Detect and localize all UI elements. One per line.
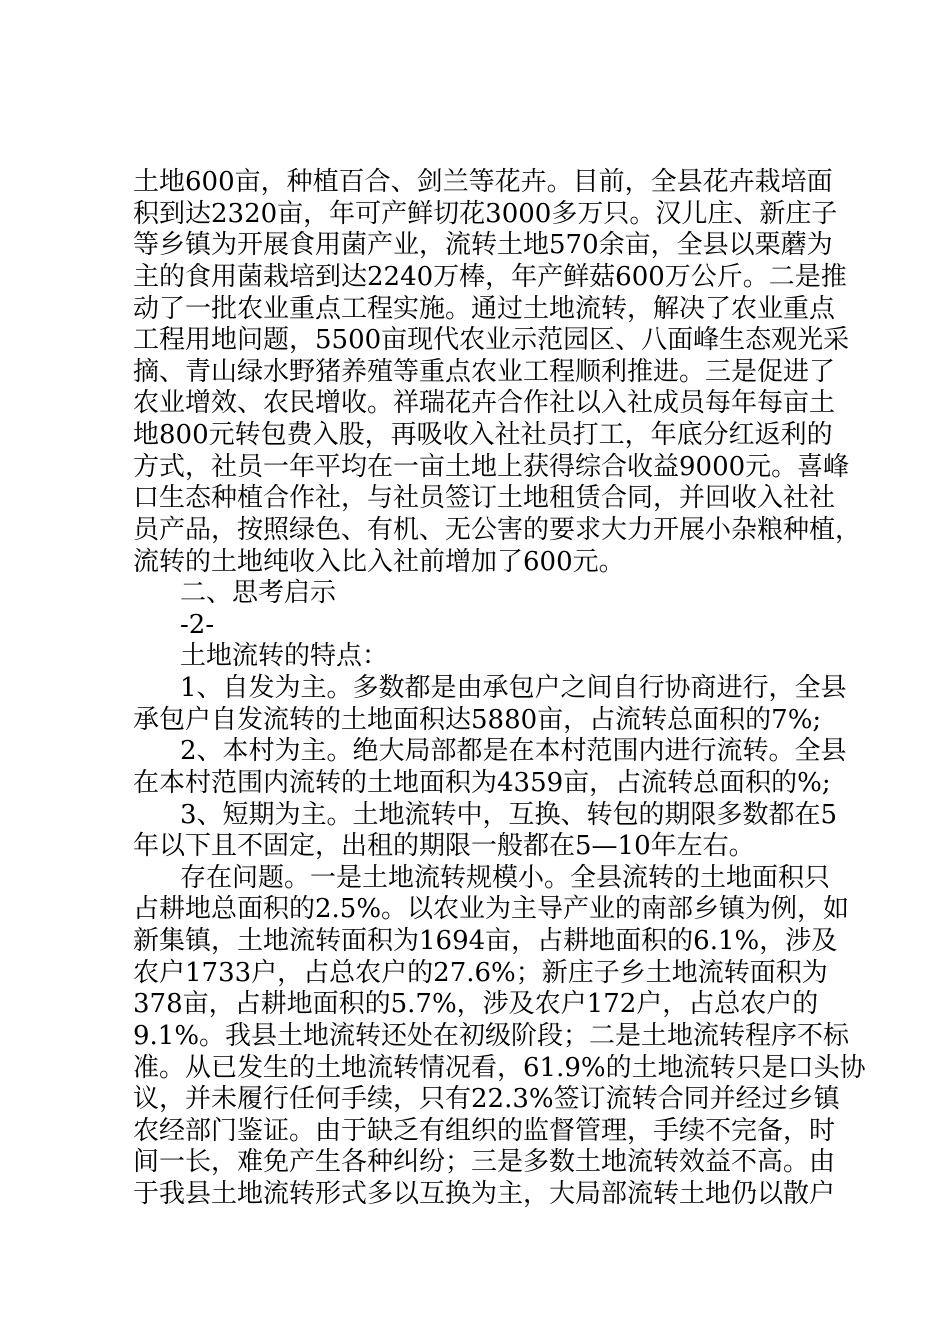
text-line: 农户1733户，占总农户的27.6%；新庄子乡土地流转面积为 [133, 958, 828, 988]
text-line: 农经部门鉴证。由于缺乏有组织的监督管理，手续不完备，时 [133, 1116, 836, 1146]
text-line: 3、短期为主。土地流转中，互换、转包的期限多数都在5 [180, 800, 838, 830]
text-line: 摘、青山绿水野猪养殖等重点农业工程顺利推进。三是促进了 [133, 357, 836, 387]
section-heading: 二、思考启示 [180, 578, 337, 608]
text-line: 员产品，按照绿色、有机、无公害的要求大力开展小杂粮种植， [133, 515, 862, 545]
text-line: 流转的土地纯收入比入社前增加了600元。 [133, 547, 625, 577]
text-line: 于我县土地流转形式多以互换为主，大局部流转土地仍以散户 [133, 1179, 836, 1209]
text-line: 378亩，占耕地面积的5.7%，涉及农户172户，占总农户的 [133, 989, 819, 1019]
text-line: 议，并未履行任何手续，只有22.3%签订流转合同并经过乡镇 [133, 1084, 840, 1114]
text-line: 方式，社员一年平均在一亩土地上获得综合收益9000元。喜峰 [133, 452, 850, 482]
text-line: 年以下且不固定，出租的期限一般都在5—10年左右。 [133, 831, 755, 861]
text-line: 主的食用菌栽培到达2240万棒，年产鲜菇600万公斤。二是推 [133, 262, 847, 292]
text-line: 准。从已发生的土地流转情况看，61.9%的土地流转只是口头协 [133, 1053, 866, 1083]
subheading: 土地流转的特点： [180, 641, 389, 671]
text-line: 土地600亩，种植百合、剑兰等花卉。目前，全县花卉栽培面 [133, 167, 833, 197]
text-line: 2、本村为主。绝大局部都是在本村范围内进行流转。全县 [180, 736, 847, 766]
text-line: 地800元转包费入股，再吸收入社社员打工，年底分红返利的 [133, 420, 833, 450]
text-line: 9.1%。我县土地流转还处在初级阶段；二是土地流转程序不标 [133, 1021, 850, 1051]
text-line: 承包户自发流转的土地面积达5880亩，占流转总面积的7%; [133, 705, 822, 735]
text-line: 积到达2320亩，年可产鲜切花3000多万只。汉儿庄、新庄子 [133, 199, 838, 229]
text-line: 1、自发为主。多数都是由承包户之间自行协商进行，全县 [180, 673, 847, 703]
text-line: 农业增效、农民增收。祥瑞花卉合作社以入社成员每年每亩土 [133, 388, 836, 418]
text-line: 等乡镇为开展食用菌产业，流转土地570余亩，全县以栗蘑为 [133, 230, 833, 260]
page-number: -2- [180, 610, 215, 640]
text-line: 工程用地问题，5500亩现代农业示范园区、八面峰生态观光采 [133, 325, 850, 355]
text-line: 存在问题。一是土地流转规模小。全县流转的土地面积只 [180, 863, 831, 893]
text-line: 新集镇，土地流转面积为1694亩，占耕地面积的6.1%，涉及 [133, 926, 838, 956]
text-line: 口生态种植合作社，与社员签订土地租赁合同，并回收入社社 [133, 483, 836, 513]
text-line: 动了一批农业重点工程实施。通过土地流转，解决了农业重点 [133, 294, 836, 324]
text-line: 占耕地总面积的2.5%。以农业为主导产业的南部乡镇为例，如 [133, 894, 850, 924]
text-line: 在本村范围内流转的土地面积为4359亩，占流转总面积的%; [133, 768, 831, 798]
text-line: 间一长，难免产生各种纠纷；三是多数土地流转效益不高。由 [133, 1147, 836, 1177]
